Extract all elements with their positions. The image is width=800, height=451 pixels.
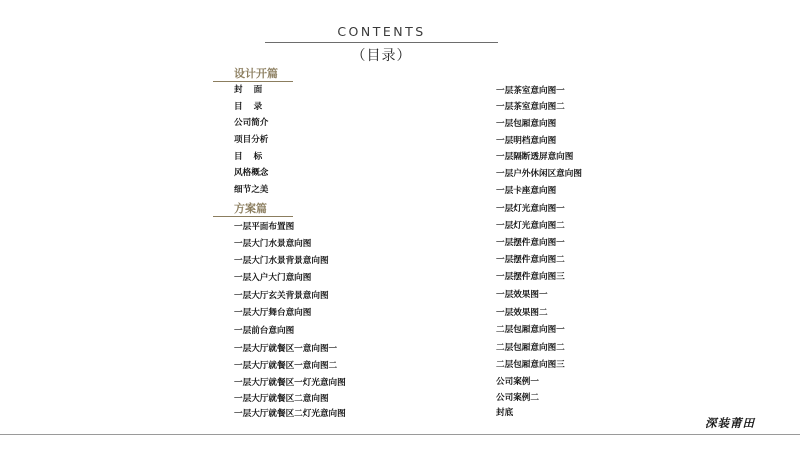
- toc-item[interactable]: 一层包厢意向图: [496, 119, 557, 129]
- toc-item[interactable]: 一层效果图一: [496, 290, 548, 300]
- toc-item[interactable]: 一层效果图二: [496, 308, 548, 318]
- toc-item[interactable]: 公司案例一: [496, 377, 539, 387]
- toc-item-goal[interactable]: 目 标: [234, 152, 267, 162]
- toc-item[interactable]: 一层大门水景意向图: [234, 239, 312, 249]
- toc-item[interactable]: 一层大厅玄关背景意向图: [234, 291, 329, 301]
- toc-item[interactable]: 一层前台意向图: [234, 326, 295, 336]
- toc-item[interactable]: 一层卡座意向图: [496, 186, 557, 196]
- toc-item[interactable]: 一层茶室意向图二: [496, 102, 565, 112]
- toc-item[interactable]: 公司案例二: [496, 393, 539, 403]
- toc-item-cover[interactable]: 封 面: [234, 85, 267, 95]
- bottom-divider: [0, 434, 800, 435]
- contents-subtitle: （目录）: [351, 48, 412, 64]
- toc-item[interactable]: 一层户外休闲区意向图: [496, 169, 582, 179]
- toc-item[interactable]: 一层灯光意向图一: [496, 204, 565, 214]
- toc-item-company-intro[interactable]: 公司简介: [234, 118, 269, 128]
- title-divider: [265, 42, 498, 43]
- section-title-design: 设计开篇: [234, 67, 278, 80]
- toc-item[interactable]: 一层摆件意向图三: [496, 272, 565, 282]
- toc-item[interactable]: 一层大厅就餐区二灯光意向图: [234, 409, 346, 419]
- toc-item[interactable]: 一层大门水景背景意向图: [234, 256, 329, 266]
- toc-item[interactable]: 一层明档意向图: [496, 136, 557, 146]
- toc-item-detail-beauty[interactable]: 细节之美: [234, 185, 269, 195]
- toc-item[interactable]: 一层大厅就餐区一意向图一: [234, 344, 338, 354]
- section-header-scheme: [213, 202, 293, 217]
- section-header-design: [213, 67, 293, 82]
- toc-item[interactable]: 一层大厅舞台意向图: [234, 308, 312, 318]
- toc-item[interactable]: 一层大厅就餐区一意向图二: [234, 361, 338, 371]
- toc-item[interactable]: 封底: [496, 408, 514, 418]
- toc-item[interactable]: 一层摆件意向图一: [496, 238, 565, 248]
- section-title-scheme: 方案篇: [234, 202, 267, 215]
- toc-item[interactable]: 二层包厢意向图二: [496, 343, 565, 353]
- toc-item[interactable]: 一层大厅就餐区一灯光意向图: [234, 378, 346, 388]
- brand-signature: 深装莆田: [705, 416, 755, 430]
- toc-item[interactable]: 一层隔断透屏意向图: [496, 152, 574, 162]
- toc-item[interactable]: 一层摆件意向图二: [496, 255, 565, 265]
- section-divider-design: [213, 81, 293, 82]
- toc-item[interactable]: 二层包厢意向图三: [496, 360, 565, 370]
- toc-item-toc[interactable]: 目 录: [234, 102, 267, 112]
- contents-title: CONTENTS: [337, 24, 426, 39]
- toc-item[interactable]: 一层茶室意向图一: [496, 86, 565, 96]
- toc-item-style-concept[interactable]: 风格概念: [234, 168, 269, 178]
- toc-item[interactable]: 二层包厢意向图一: [496, 325, 565, 335]
- section-divider-scheme: [213, 216, 293, 217]
- toc-item[interactable]: 一层灯光意向图二: [496, 221, 565, 231]
- toc-item[interactable]: 一层平面布置图: [234, 222, 295, 232]
- toc-item-project-analysis[interactable]: 项目分析: [234, 135, 269, 145]
- toc-item[interactable]: 一层入户大门意向图: [234, 273, 312, 283]
- toc-item[interactable]: 一层大厅就餐区二意向图: [234, 394, 329, 404]
